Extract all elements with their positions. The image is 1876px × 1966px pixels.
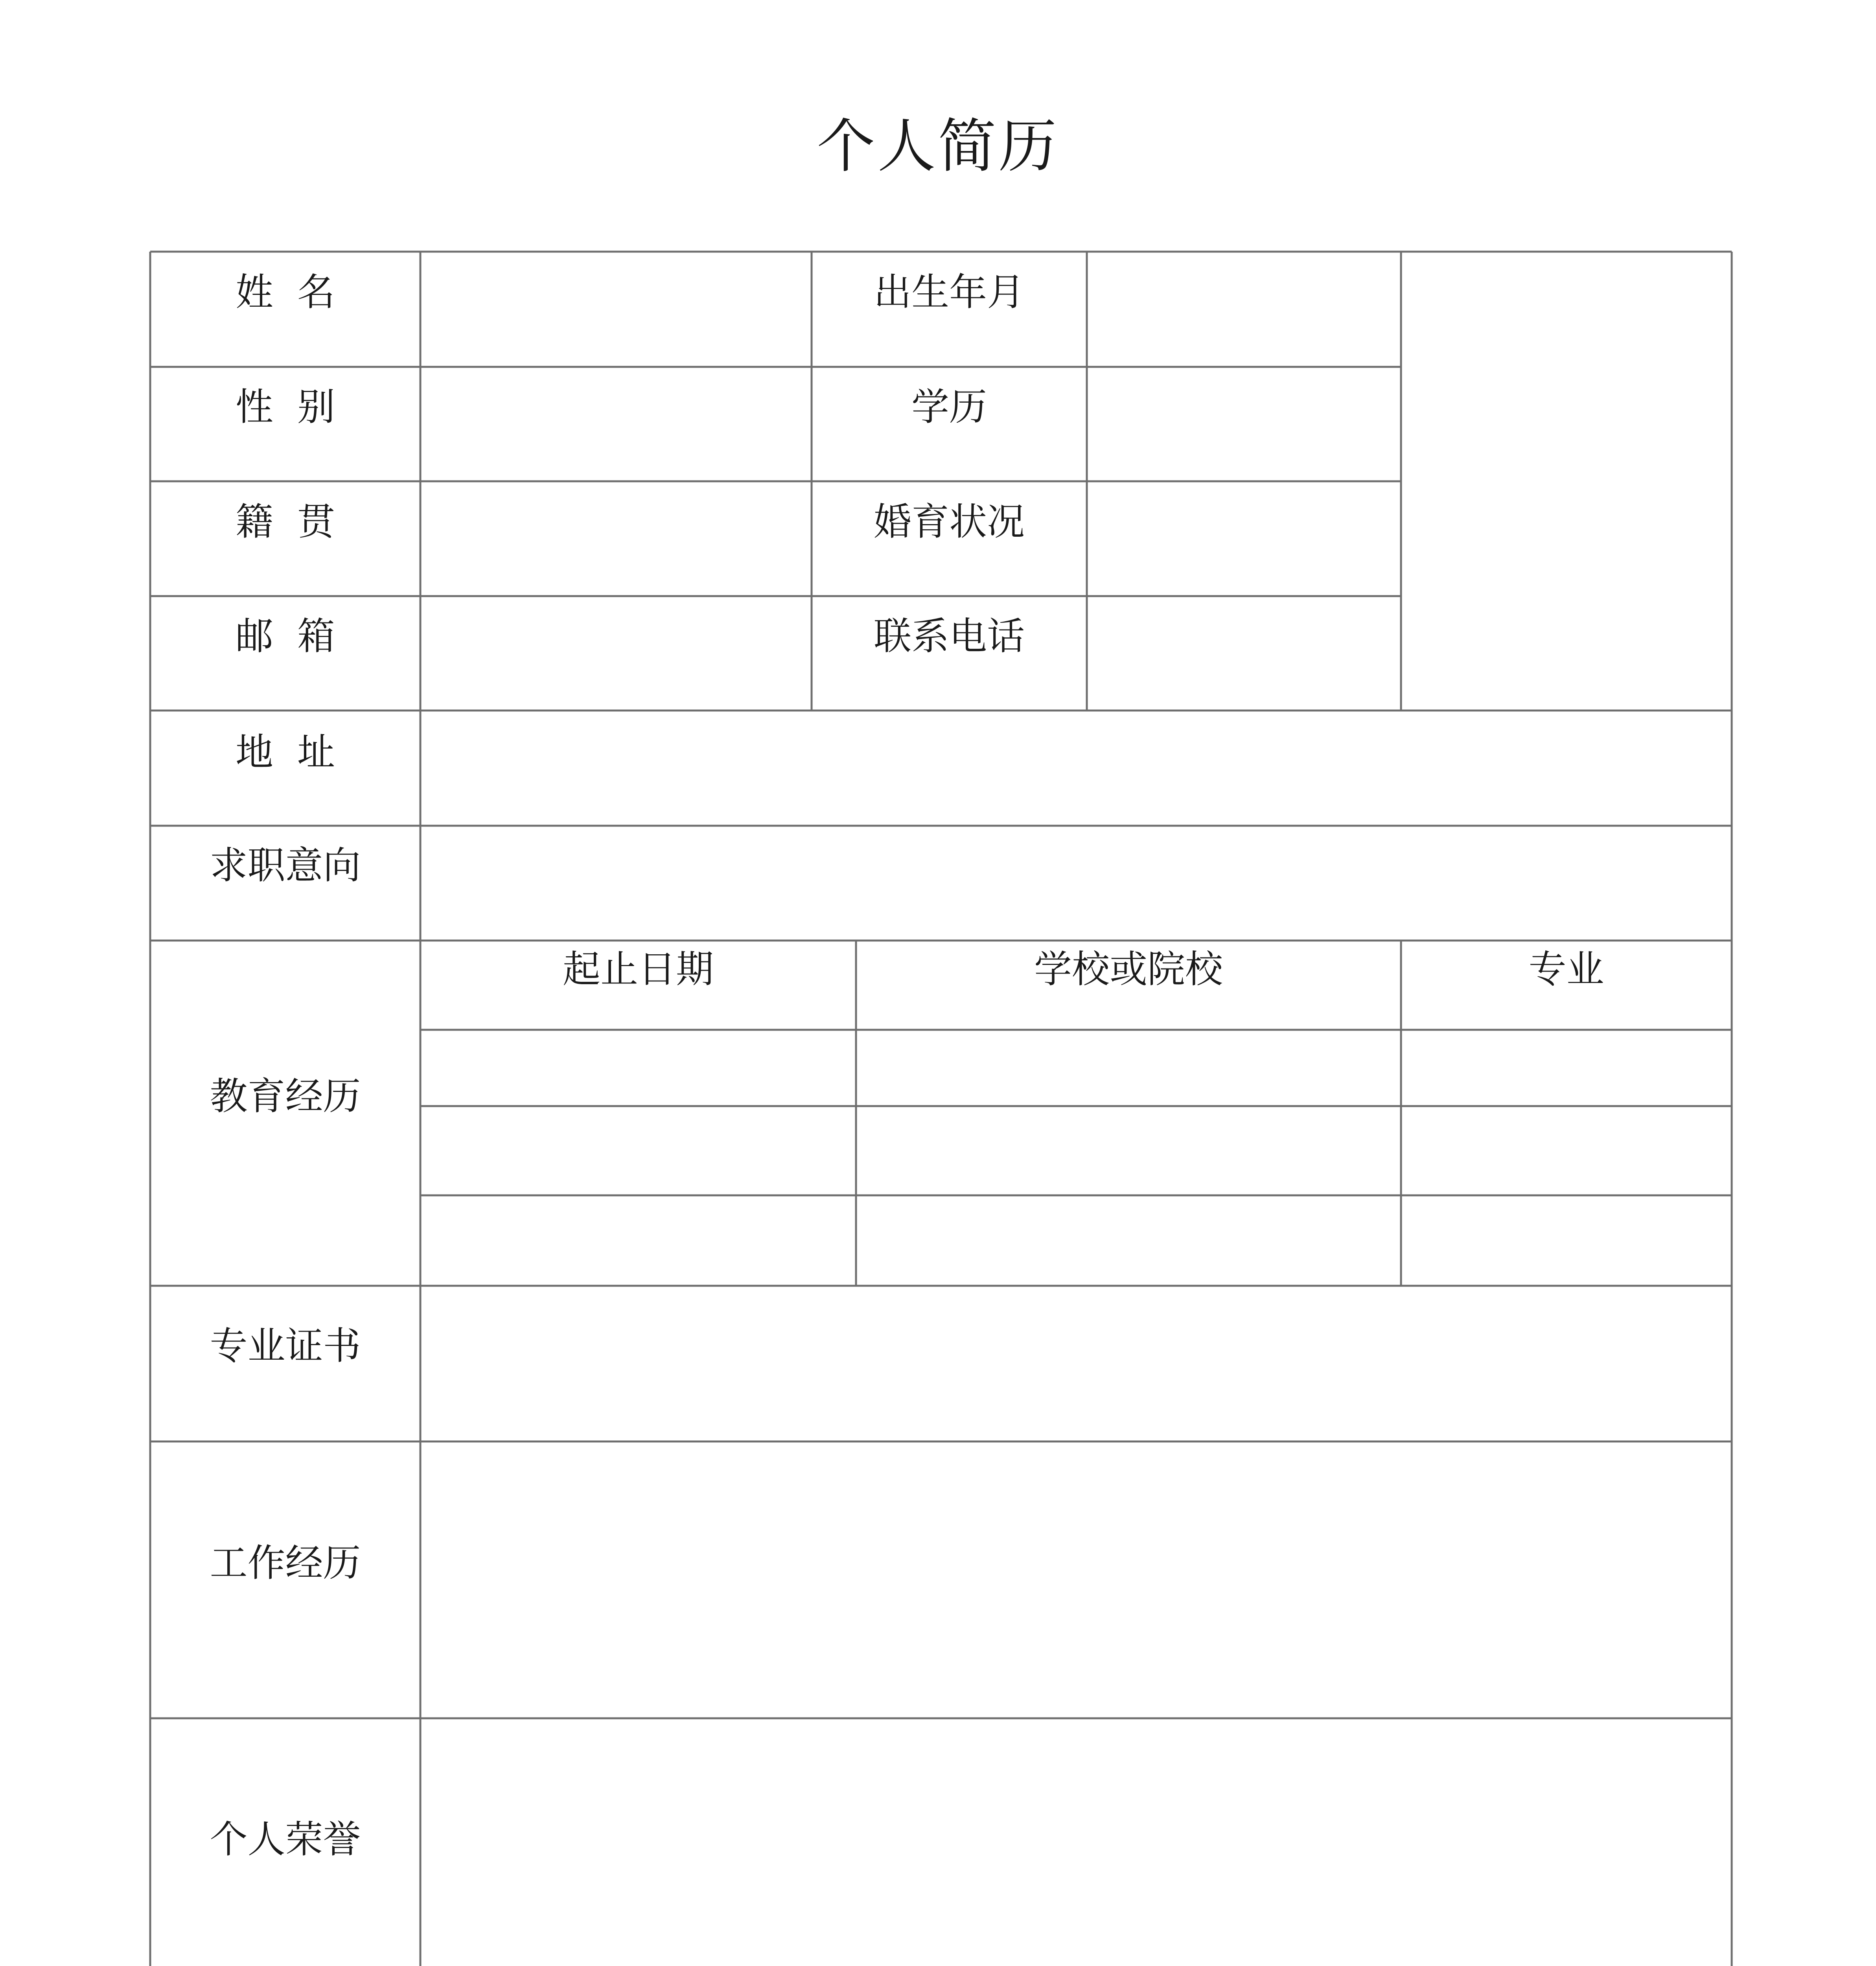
job-intention-field[interactable] bbox=[420, 826, 1732, 941]
edu-row-2-major[interactable] bbox=[1401, 1106, 1732, 1195]
edu-row-3-school[interactable] bbox=[856, 1195, 1401, 1286]
native-place-field[interactable] bbox=[420, 481, 812, 596]
label-name: 姓 名 bbox=[235, 270, 335, 314]
page-title: 个人简历 bbox=[817, 112, 1059, 180]
label-certificates: 专业证书 bbox=[210, 1324, 361, 1368]
edu-row-1-dates[interactable] bbox=[420, 1030, 856, 1106]
label-phone: 联系电话 bbox=[874, 614, 1025, 658]
birth-field[interactable] bbox=[1087, 252, 1401, 367]
edu-row-2-school[interactable] bbox=[856, 1106, 1401, 1195]
label-work: 工作经历 bbox=[210, 1541, 361, 1585]
education-level-field[interactable] bbox=[1087, 367, 1401, 481]
honors-field[interactable] bbox=[420, 1718, 1732, 1966]
marital-field[interactable] bbox=[1087, 481, 1401, 596]
name-field[interactable] bbox=[420, 252, 812, 367]
gender-field[interactable] bbox=[420, 367, 812, 481]
address-field[interactable] bbox=[420, 711, 1732, 826]
edu-header-major: 专业 bbox=[1528, 947, 1604, 991]
phone-field[interactable] bbox=[1087, 596, 1401, 711]
edu-row-3-dates[interactable] bbox=[420, 1195, 856, 1286]
work-field[interactable] bbox=[420, 1441, 1732, 1718]
edu-header-school: 学校或院校 bbox=[1034, 947, 1223, 991]
edu-row-3-major[interactable] bbox=[1401, 1195, 1732, 1286]
edu-row-1-school[interactable] bbox=[856, 1030, 1401, 1106]
label-native-place: 籍 贯 bbox=[235, 500, 335, 544]
edu-row-1-major[interactable] bbox=[1401, 1030, 1732, 1106]
label-gender: 性 别 bbox=[235, 385, 335, 429]
label-address: 地 址 bbox=[235, 730, 335, 774]
email-field[interactable] bbox=[420, 596, 812, 711]
label-email: 邮 箱 bbox=[235, 614, 335, 658]
certificates-field[interactable] bbox=[420, 1286, 1732, 1441]
edu-row-2-dates[interactable] bbox=[420, 1106, 856, 1195]
label-birth: 出生年月 bbox=[874, 270, 1025, 314]
photo-box[interactable] bbox=[1401, 252, 1732, 711]
label-education: 教育经历 bbox=[210, 1074, 361, 1118]
edu-header-dates: 起止日期 bbox=[563, 947, 714, 991]
label-honors: 个人荣誉 bbox=[210, 1817, 361, 1861]
label-job-intention: 求职意向 bbox=[210, 843, 361, 887]
label-marital: 婚育状况 bbox=[874, 500, 1025, 544]
label-education-level: 学历 bbox=[911, 385, 987, 429]
